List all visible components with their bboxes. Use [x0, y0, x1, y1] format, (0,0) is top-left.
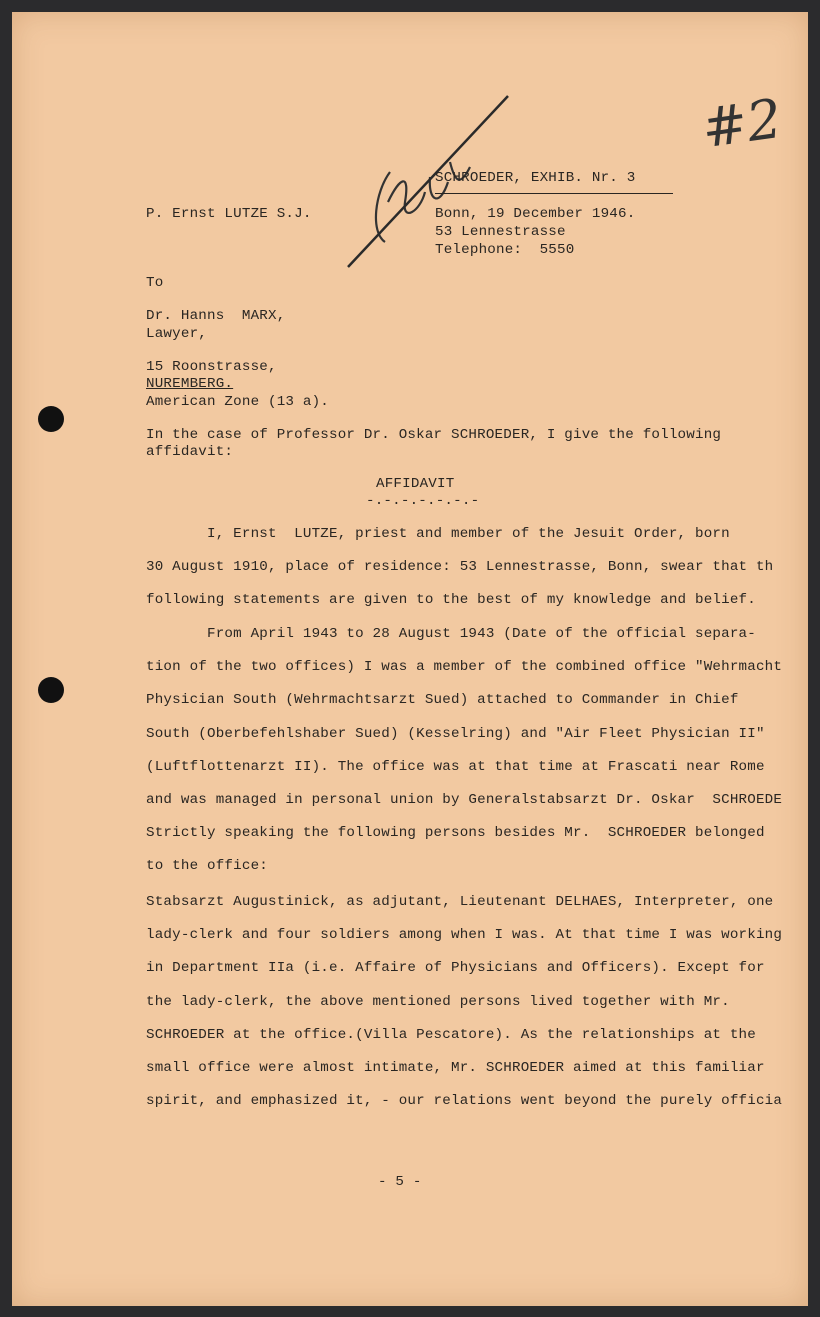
body-line: Physician South (Wehrmachtsarzt Sued) attached to Commander in Chief — [146, 692, 739, 708]
sender-telephone: Telephone: 5550 — [435, 242, 575, 258]
body-line: I, Ernst LUTZE, priest and member of the Jesuit Order, born — [146, 526, 730, 542]
body-line: SCHROEDER at the office.(Villa Pescatore). As the relationships at the — [146, 1027, 756, 1043]
document-page — [12, 12, 808, 1306]
body-line: From April 1943 to 28 August 1943 (Date of the official separa- — [146, 626, 756, 642]
date-line: Bonn, 19 December 1946. — [435, 206, 636, 222]
body-line: to the office: — [146, 858, 268, 874]
body-line: and was managed in personal union by Generalstabsarzt Dr. Oskar SCHROEDE — [146, 792, 783, 808]
body-line: the lady-clerk, the above mentioned persons lived together with Mr. — [146, 994, 730, 1010]
body-line: South (Oberbefehlshaber Sued) (Kesselring) and "Air Fleet Physician II" — [146, 726, 765, 742]
affidavit-title-rule: -.-.-.-.-.-.- — [366, 493, 480, 509]
exhibit-handwritten-mark: #2 — [698, 86, 786, 161]
body-line: Stabsarzt Augustinick, as adjutant, Lieutenant DELHAES, Interpreter, one — [146, 894, 774, 910]
recipient-role: Lawyer, — [146, 326, 207, 342]
body-line: in Department IIa (i.e. Affaire of Physicians and Officers). Except for — [146, 960, 765, 976]
body-line: spirit, and emphasized it, - our relations went beyond the purely officia — [146, 1093, 783, 1109]
body-line: tion of the two offices) I was a member of the combined office "Wehrmacht — [146, 659, 783, 675]
body-line: (Luftflottenarzt II). The office was at that time at Frascati near Rome — [146, 759, 765, 775]
recipient-street: 15 Roonstrasse, — [146, 359, 277, 375]
body-line: Strictly speaking the following persons besides Mr. SCHROEDER belonged — [146, 825, 765, 841]
body-line: 30 August 1910, place of residence: 53 Lennestrasse, Bonn, swear that th — [146, 559, 774, 575]
body-line: lady-clerk and four soldiers among when I was. At that time I was working — [146, 927, 783, 943]
body-line: small office were almost intimate, Mr. SCHROEDER aimed at this familiar — [146, 1060, 765, 1076]
body-line: following statements are given to the best of my knowledge and belief. — [146, 592, 756, 608]
exhibit-underline — [435, 193, 673, 194]
recipient-zone: American Zone (13 a). — [146, 394, 329, 410]
intro-line: affidavit: — [146, 444, 234, 460]
exhibit-label: SCHROEDER, EXHIB. Nr. 3 — [435, 170, 636, 186]
intro-line: In the case of Professor Dr. Oskar SCHROEDER, I give the following — [146, 427, 722, 443]
recipient-city: NUREMBERG. — [146, 376, 234, 392]
sender-street: 53 Lennestrasse — [435, 224, 566, 240]
punch-hole — [38, 406, 64, 432]
recipient-name: Dr. Hanns MARX, — [146, 308, 286, 324]
affidavit-title: AFFIDAVIT — [376, 476, 455, 492]
sender-name: P. Ernst LUTZE S.J. — [146, 206, 312, 222]
recipient-to: To — [146, 275, 164, 291]
page-number: - 5 - — [378, 1174, 422, 1190]
punch-hole — [38, 677, 64, 703]
